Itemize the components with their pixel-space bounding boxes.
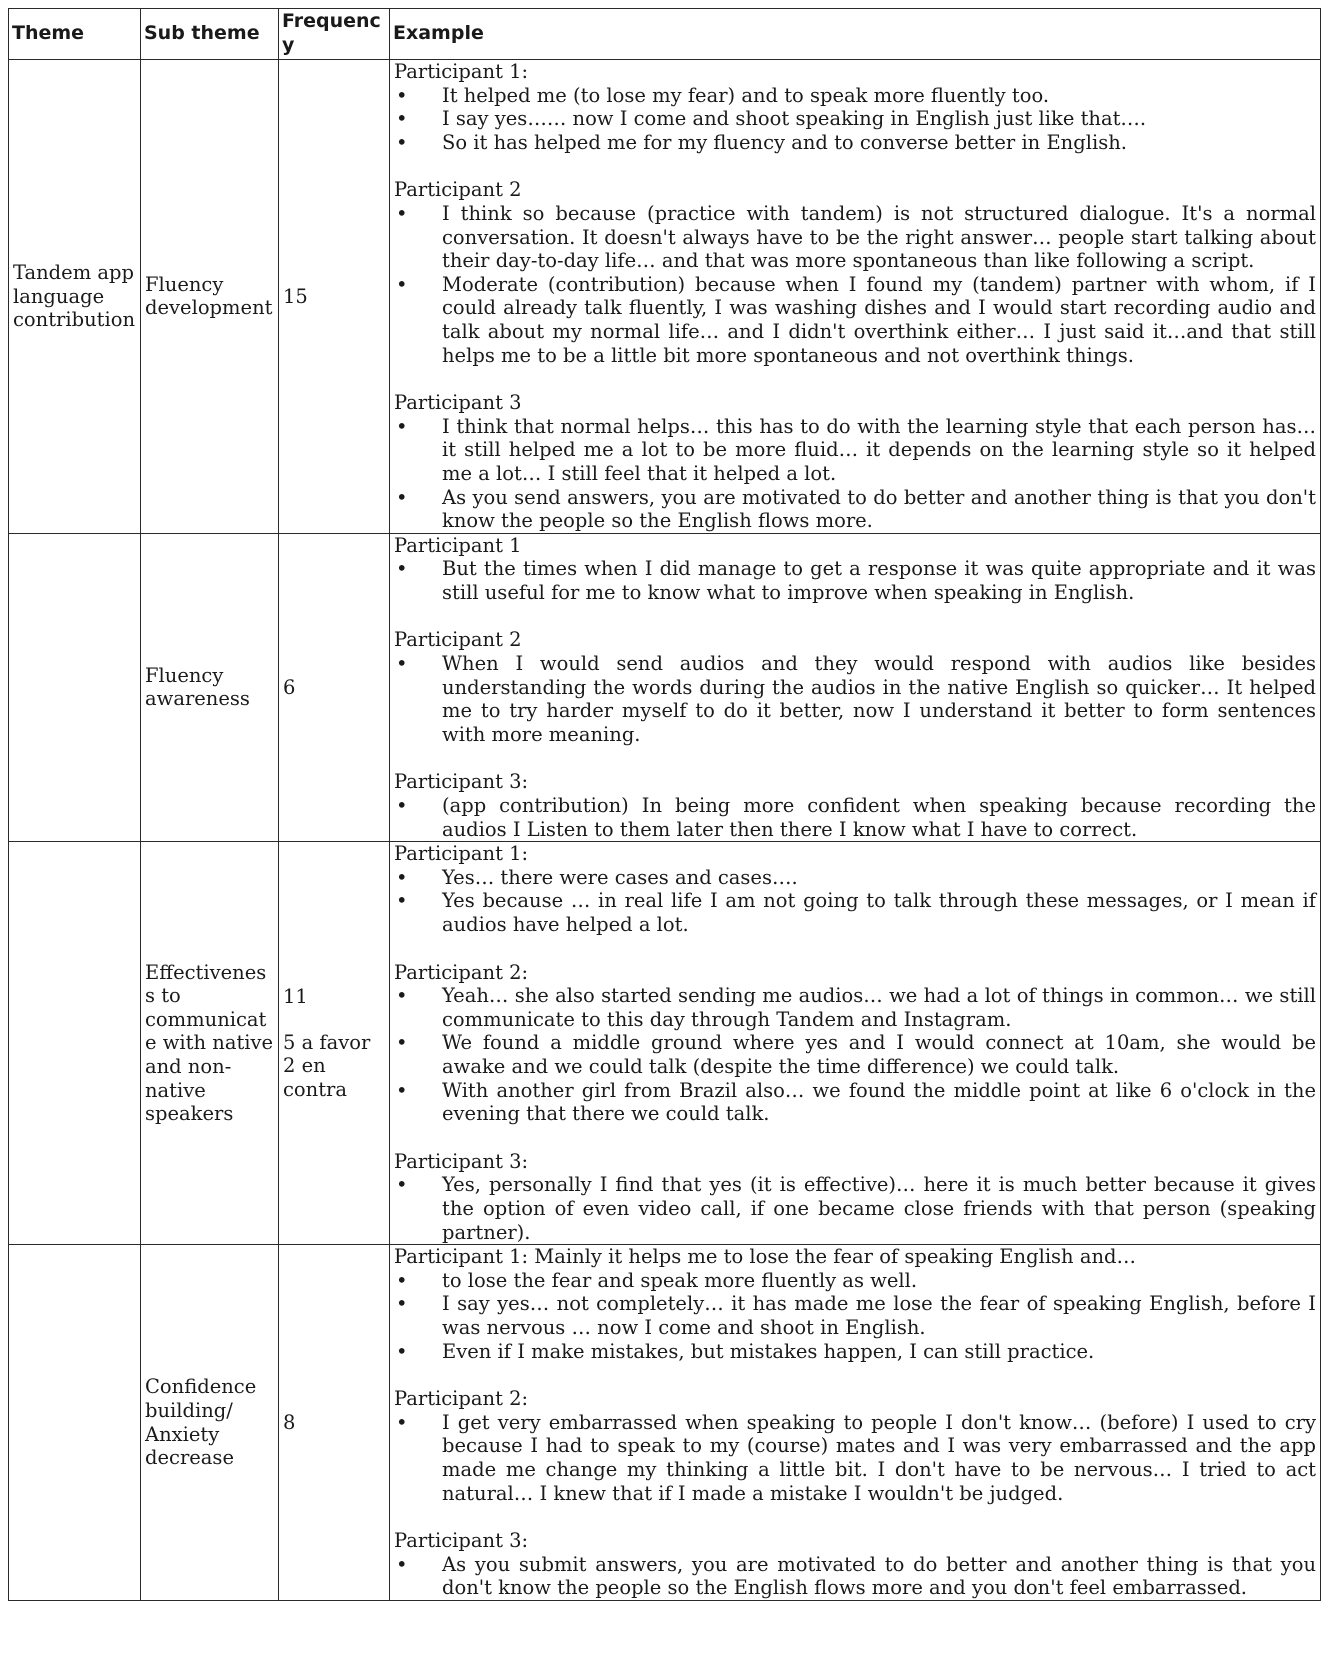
participant-block (394, 178, 1316, 367)
example-cell (390, 533, 1321, 842)
table-row (9, 533, 1321, 842)
participant-label: Participant 1: (394, 842, 529, 866)
frequency-cell (279, 533, 390, 842)
quote-list (394, 202, 1316, 367)
participant-block (394, 391, 1316, 533)
quote-item (394, 1031, 1316, 1078)
sub-theme-cell: Fluency awareness (141, 533, 279, 842)
quote-text: I say yes… not completely… it has made me lose the fear of speaking English, before I was nervous … now I come and shoot in English. (442, 1292, 1316, 1340)
bullet-icon: • (396, 107, 408, 131)
bullet-icon: • (396, 889, 408, 913)
participant-block (394, 1150, 1316, 1244)
bullet-icon: • (396, 414, 408, 438)
example-cell (390, 60, 1321, 534)
frequency-value: 6 (283, 675, 296, 699)
quote-list (394, 794, 1316, 841)
quote-item (394, 1079, 1316, 1126)
header-sub-theme: Sub theme (141, 9, 279, 60)
quote-item (394, 107, 1316, 131)
participant-label: Participant 3: (394, 1149, 529, 1173)
quote-item (394, 1340, 1316, 1364)
frequency-value: 8 (283, 1410, 296, 1434)
quote-item (394, 131, 1316, 155)
quote-list (394, 1553, 1316, 1600)
quote-text: Yes… there were cases and cases…. (442, 865, 798, 889)
quote-text: (app contribution) In being more confident when speaking because recording the audios I Listen to them later then there I know what I have to correct. (442, 794, 1316, 841)
sub-theme-cell: Fluency development (141, 60, 279, 534)
themes-table (8, 8, 1321, 1601)
bullet-icon: • (396, 83, 408, 107)
sub-theme-cell: Confidence building/ Anxiety decrease (141, 1245, 279, 1601)
quote-text: I think so because (practice with tandem) is not structured dialogue. It's a normal conversation. It doesn't always have to be the right answer… people start talking about their day-to-day life… and that was more spontaneous than like following a script. (442, 201, 1316, 273)
bullet-icon: • (396, 1410, 408, 1434)
frequency-cell (279, 1245, 390, 1601)
quote-text: But the times when I did manage to get a response it was quite appropriate and it was still useful for me to know what to improve when speaking in English. (442, 557, 1316, 604)
quote-item (394, 486, 1316, 533)
quote-list (394, 984, 1316, 1126)
quote-list (394, 866, 1316, 937)
bullet-icon: • (396, 865, 408, 889)
frequency-value: 2 en contra (283, 1054, 348, 1101)
table-row (9, 1245, 1321, 1601)
quote-text: Moderate (contribution) because when I found my (tandem) partner with whom, if I could already talk fluently, I was washing dishes and I would start recording audio and talk about my normal life… and I didn't overthink either… I just said it…and that still helps me to be a little bit more spontaneous and not overthink things. (442, 272, 1316, 367)
participant-block (394, 770, 1316, 841)
header-theme: Theme (9, 9, 141, 60)
bullet-icon: • (396, 652, 408, 676)
header-frequency: Frequency (279, 9, 390, 60)
participant-label: Participant 3: (394, 1529, 529, 1553)
participant-block (394, 961, 1316, 1126)
quote-item (394, 866, 1316, 890)
example-cell (390, 842, 1321, 1245)
bullet-icon: • (396, 794, 408, 818)
quote-item (394, 415, 1316, 486)
table-row (9, 60, 1321, 534)
quote-item (394, 984, 1316, 1031)
quote-text: When I would send audios and they would respond with audios like besides understanding the words during the audios in the native English so quicker… It helped me to try harder myself to do it better, now I understand it better to form sentences with more meaning. (442, 652, 1316, 746)
quote-list (394, 652, 1316, 746)
participant-block (394, 534, 1316, 605)
quote-list (394, 1269, 1316, 1363)
theme-cell: Tandem app language contribution (9, 60, 141, 534)
participant-block (394, 628, 1316, 746)
quote-text: It helped me (to lose my fear) and to speak more fluently too. (442, 83, 1050, 107)
participant-block (394, 842, 1316, 936)
bullet-icon: • (396, 1339, 408, 1363)
frequency-value: 5 a favor (283, 1030, 371, 1054)
quote-text: As you send answers, you are motivated to do better and another thing is that you don't know the people so the English flows more. (442, 485, 1316, 533)
frequency-gap (283, 1009, 385, 1031)
participant-label: Participant 2 (394, 628, 522, 652)
quote-text: Yeah… she also started sending me audios… we had a lot of things in common… we still communicate to this day through Tandem and Instagram. (442, 984, 1316, 1031)
quote-item (394, 1173, 1316, 1244)
bullet-icon: • (396, 485, 408, 509)
participant-label: Participant 2: (394, 960, 529, 984)
bullet-icon: • (396, 1292, 408, 1316)
table-row (9, 842, 1321, 1245)
quote-text: With another girl from Brazil also… we found the middle point at like 6 o'clock in the evening that there we could talk. (442, 1078, 1316, 1126)
theme-cell-empty (9, 1245, 141, 1601)
participant-block (394, 1245, 1316, 1363)
quote-item (394, 557, 1316, 604)
participant-label: Participant 1 (394, 533, 522, 557)
quote-item (394, 84, 1316, 108)
participant-label: Participant 1: (394, 60, 529, 83)
bullet-icon: • (396, 1031, 408, 1055)
quote-text: I get very embarrassed when speaking to people I don't know… (before) I used to cry because I had to speak to my (course) mates and I was very embarrassed and the app made me change my thinking a little bit. I don't have to be nervous… I tried to act natural… I knew that if I made a mistake I wouldn't be judged. (442, 1410, 1316, 1505)
quote-item (394, 794, 1316, 841)
participant-label: Participant 1: Mainly it helps me to lose the fear of speaking English and… (394, 1245, 1136, 1269)
document-page (8, 8, 1320, 1601)
theme-cell-empty (9, 533, 141, 842)
header-example: Example (390, 9, 1321, 60)
frequency-value: 15 (283, 284, 308, 308)
participant-label: Participant 3 (394, 391, 522, 415)
quote-item (394, 1292, 1316, 1339)
quote-item (394, 1411, 1316, 1505)
example-cell (390, 1245, 1321, 1601)
quote-list (394, 1411, 1316, 1505)
quote-text: As you submit answers, you are motivated to do better and another thing is that you don't know the people so the English flows more and you don't feel embarrassed. (442, 1552, 1316, 1600)
bullet-icon: • (396, 1173, 408, 1197)
quote-item (394, 1553, 1316, 1600)
table-header (9, 9, 1321, 60)
quote-list (394, 84, 1316, 155)
bullet-icon: • (396, 557, 408, 581)
frequency-cell (279, 60, 390, 534)
quote-list (394, 1173, 1316, 1244)
quote-text: So it has helped me for my fluency and to converse better in English. (442, 130, 1127, 154)
quote-item (394, 1269, 1316, 1293)
participant-block (394, 60, 1316, 154)
quote-item (394, 202, 1316, 273)
quote-text: We found a middle ground where yes and I would connect at 10am, she would be awake and we could talk (despite the time difference) we could talk. (442, 1031, 1316, 1078)
bullet-icon: • (396, 272, 408, 296)
bullet-icon: • (396, 984, 408, 1008)
participant-label: Participant 2: (394, 1387, 529, 1411)
quote-list (394, 415, 1316, 533)
participant-block (394, 1529, 1316, 1600)
participant-label: Participant 3: (394, 770, 529, 794)
quote-text: to lose the fear and speak more fluently as well. (442, 1268, 918, 1292)
quote-text: I say yes…… now I come and shoot speaking in English just like that…. (442, 107, 1147, 131)
participant-label: Participant 2 (394, 178, 522, 202)
quote-text: Yes because … in real life I am not going to talk through these messages, or I mean if audios have helped a lot. (442, 889, 1316, 936)
quote-item (394, 273, 1316, 367)
bullet-icon: • (396, 201, 408, 225)
bullet-icon: • (396, 130, 408, 154)
quote-text: Yes, personally I find that yes (it is effective)… here it is much better because it gives the option of even video call, if one became close friends with that person (speaking partner). (442, 1173, 1316, 1244)
table-body (9, 60, 1321, 1601)
frequency-value: 11 (283, 984, 308, 1008)
header-row (9, 9, 1321, 60)
quote-list (394, 557, 1316, 604)
theme-cell-empty (9, 842, 141, 1245)
quote-text: I think that normal helps… this has to do with the learning style that each person has… it still helped me a lot to be more fluid… it depends on the learning style so it helped me a lot… I still feel that it helped a lot. (442, 414, 1316, 485)
bullet-icon: • (396, 1268, 408, 1292)
bullet-icon: • (396, 1078, 408, 1102)
bullet-icon: • (396, 1552, 408, 1576)
sub-theme-cell: Effectiveness to communicate with native and non-native speakers (141, 842, 279, 1245)
participant-block (394, 1387, 1316, 1505)
quote-text: Even if I make mistakes, but mistakes happen, I can still practice. (442, 1339, 1095, 1363)
quote-item (394, 889, 1316, 936)
frequency-cell (279, 842, 390, 1245)
quote-item (394, 652, 1316, 746)
